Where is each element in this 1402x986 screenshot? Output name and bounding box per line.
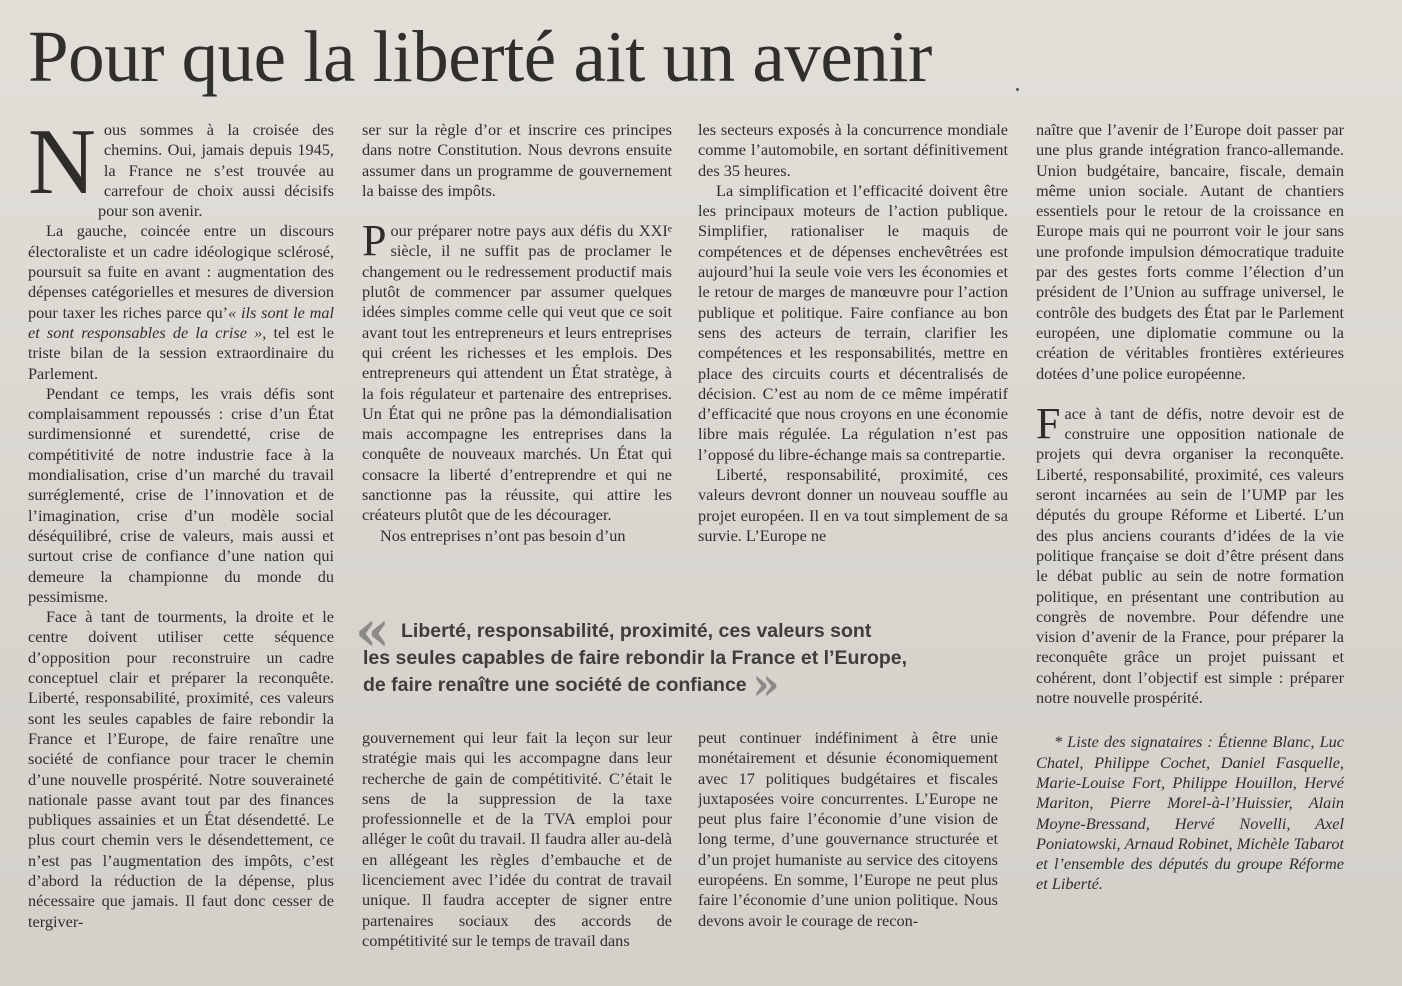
col4-paragraph-2: Face à tant de défis, notre devoir est de construire une opposition nationale de projets qui devra organiser la reconquête. Liberté, responsabilité, proximité, ces valeurs seront incarnées au sein de l’UMP par les députés du groupe Réforme et Liberté. L’un des plus anciens courants d’idées de la vie politique française se doit d’être présent dans le débat public au sein de notre formation politique, en présentant une contribution au congrès de novembre. Pour défendre une vision d’avenir de la France, pour préparer la reconquête grâce un projet puissant et cohérent, dont l’objectif est simple : préparer notre nouvelle prospérité. <box>1036 398 1344 708</box>
col1-paragraph-4: Face à tant de tourments, la droite et le centre doivent utiliser cette séquence d’opposition pour reconstruire un cadre conceptuel clair et préparer la reconquête. Liberté, responsabilité, proximité, ces valeurs sont les seules capables de faire rebondir la France et l’Europe, de faire renaître une société de confiance pour tracer le chemin d’une nouvelle prospérité. Notre souveraineté nationale passe avant tout par des finances publiques assainies et un État désendetté. Le plus court chemin vers le désendettement, ce n’est pas l’augmentation des impôts, c’est d’abord la réduction de la dépense, plus nécessaire que jamais. Il faut donc cesser de tergiver- <box>28 607 334 931</box>
headline: Pour que la liberté ait un avenir <box>28 16 932 97</box>
pull-quote <box>355 598 1005 710</box>
close-quote-mark: » <box>752 659 780 710</box>
pull-quote-line-2: les seules capables de faire rebondir la France et l’Europe, <box>363 647 908 669</box>
pull-quote-line-3: de faire renaître une société de confiance » <box>363 659 780 710</box>
col3-paragraph-1: les secteurs exposés à la concurrence mondiale comme l’automobile, en sortant définitivement des 35 heures. <box>698 120 1008 180</box>
quoted-phrase: « ils sont le mal et sont responsables de la crise » <box>28 302 334 342</box>
col1-paragraph-3: Pendant ce temps, les vrais défis sont complaisamment repoussés : crise d’un État surdimensionné et surendetté, crise de compétitivité de notre industrie face à la mondialisation, crise d’un marché du travail surréglementé, crise de l’innovation et de l’imagination, crise d’un modèle social déséquilibré, crise de valeurs, mais aussi et surtout crise de confiance d’une nation qui demeure la championne du monde du pessimisme. <box>28 383 334 606</box>
col1-paragraph-1: ous sommes à la croisée des chemins. Oui, jamais depuis 1945, la France ne s’est trouvée au carrefour de choix aussi décisifs pour son avenir. <box>98 120 334 221</box>
open-quote-mark: « <box>355 598 390 664</box>
col2-bottom-paragraph: gouvernement qui leur fait la leçon sur leur stratégie mais qui les accompagne dans leur recherche de gain de compétitivité. C’était le sens de la suppression de la taxe professionnelle et de la TVA emploi pour alléger le coût du travail. Il faudra aller au-delà en allégeant les règles d’embauche et de licenciement avec l’idée du contrat de travail unique. Il faudra accepter de signer entre partenaires sociaux des accords de compétitivité sur le temps de travail dans <box>362 728 672 950</box>
column-1 <box>28 120 334 955</box>
column-4 <box>1036 120 1344 955</box>
signatories-list: * Liste des signataires : Étienne Blanc, Luc Chatel, Philippe Cochet, Daniel Fasquelle, Marie-Louise Fort, Philippe Houillon, Hervé Mariton, Pierre Morel-à-l’Huissier, Alain Moyne-Bressand, Hervé Novelli, Axel Poniatowski, Arnaud Robinet, Michèle Tabarot et l’ensemble des députés du groupe Réforme et Liberté. <box>1036 732 1344 894</box>
col4-paragraph-1: naître que l’avenir de l’Europe doit passer par une plus grande intégration franco-allemande. Union budgétaire, bancaire, fiscale, demain même union sociale. Autant de chantiers essentiels pour le retour de la croissance en Europe mais qui ne pourront voir le jour sans une profonde impulsion démocratique traduite par des gestes forts comme l’élection d’un président de l’Union au suffrage universel, le contrôle des budgets des État par le Parlement européen, une diplomatie commune ou la création de véritables frontières extérieures dotées d’une police européenne. <box>1036 120 1344 383</box>
dropcap-p: P <box>362 216 387 266</box>
col1-paragraph-2: La gauche, coincée entre un discours électoraliste et un cadre idéologique sclérosé, poursuit sa fuite en avant : augmentation des dépenses catégorielles et mesures de diversion pour taxer les riches parce qu’« ils sont le mal et sont responsables de la crise », tel est le triste bilan de la session extraordinaire du Parlement. <box>28 221 334 383</box>
col2-paragraph-2: Pour préparer notre pays aux défis du XXIᵉ siècle, il ne suffit pas de proclamer le changement ou le redressement productif mais plutôt de commencer par assumer quelques idées simples comme celle qui veut que ce soit avant tout les entrepreneurs et leurs entreprises qui créent les richesses et les emplois. Des entrepreneurs qui attendent un État stratège, à la fois régulateur et partenaire des entreprises. Un État qui ne prône pas la démondialisation mais accompagne les entreprises dans la conquête de nouveaux marchés. Un État qui consacre la liberté d’entreprendre et qui ne sanctionne pas la réussite, qui attire les créateurs plutôt que de les décourager. <box>362 216 672 525</box>
col2-paragraph-1: ser sur la règle d’or et inscrire ces principes dans notre Constitution. Nous devrons ensuite assumer dans un programme de gouvernement la baisse des impôts. <box>362 120 672 200</box>
col3-paragraph-3: Liberté, responsabilité, proximité, ces valeurs devront donner un nouveau souffle au projet européen. Il en va tout simplement de sa survie. L’Europe ne <box>698 465 1008 545</box>
column-3-bottom <box>698 728 998 956</box>
column-3-top <box>698 120 1008 588</box>
col2-paragraph-3: Nos entreprises n’ont pas besoin d’un <box>380 525 626 545</box>
column-2-top <box>362 120 672 588</box>
dropcap-f: F <box>1036 398 1061 448</box>
dropcap-n: N <box>28 120 96 214</box>
col3-bottom-paragraph: peut continuer indéfiniment à être unie monétairement et désunie économiquement avec 17 politiques budgétaires et fiscales juxtaposées voire concurrentes. L’Europe ne peut plus faire l’économie d’une vision de long terme, d’une gouvernance structurée et d’un projet humaniste au service des citoyens européens. En somme, l’Europe ne peut plus faire l’économie d’une union politique. Nous devons avoir le courage de recon- <box>698 728 998 930</box>
col3-paragraph-2: La simplification et l’efficacité doivent être les principaux moteurs de l’action publique. Simplifier, rationaliser le maquis de compétences et de dépenses enchevêtrées est aujourd’hui la seule voie vers les économies et le retour de marges de manœuvre pour l’action publique et politique. Faire confiance au bon sens des acteurs de terrain, clarifier les compétences et les responsabilités, mettre en place des circuits courts et décentralisés de décision. C’est au nom de ce même impératif d’efficacité que nous croyons en une économie libre mais régulée. La régulation n’est pas l’opposé du libre-échange mais sa contrepartie. <box>698 180 1008 464</box>
pull-quote-line-1: Liberté, responsabilité, proximité, ces valeurs sont <box>401 620 872 642</box>
column-2-bottom <box>362 728 672 956</box>
print-speck <box>1016 88 1019 91</box>
